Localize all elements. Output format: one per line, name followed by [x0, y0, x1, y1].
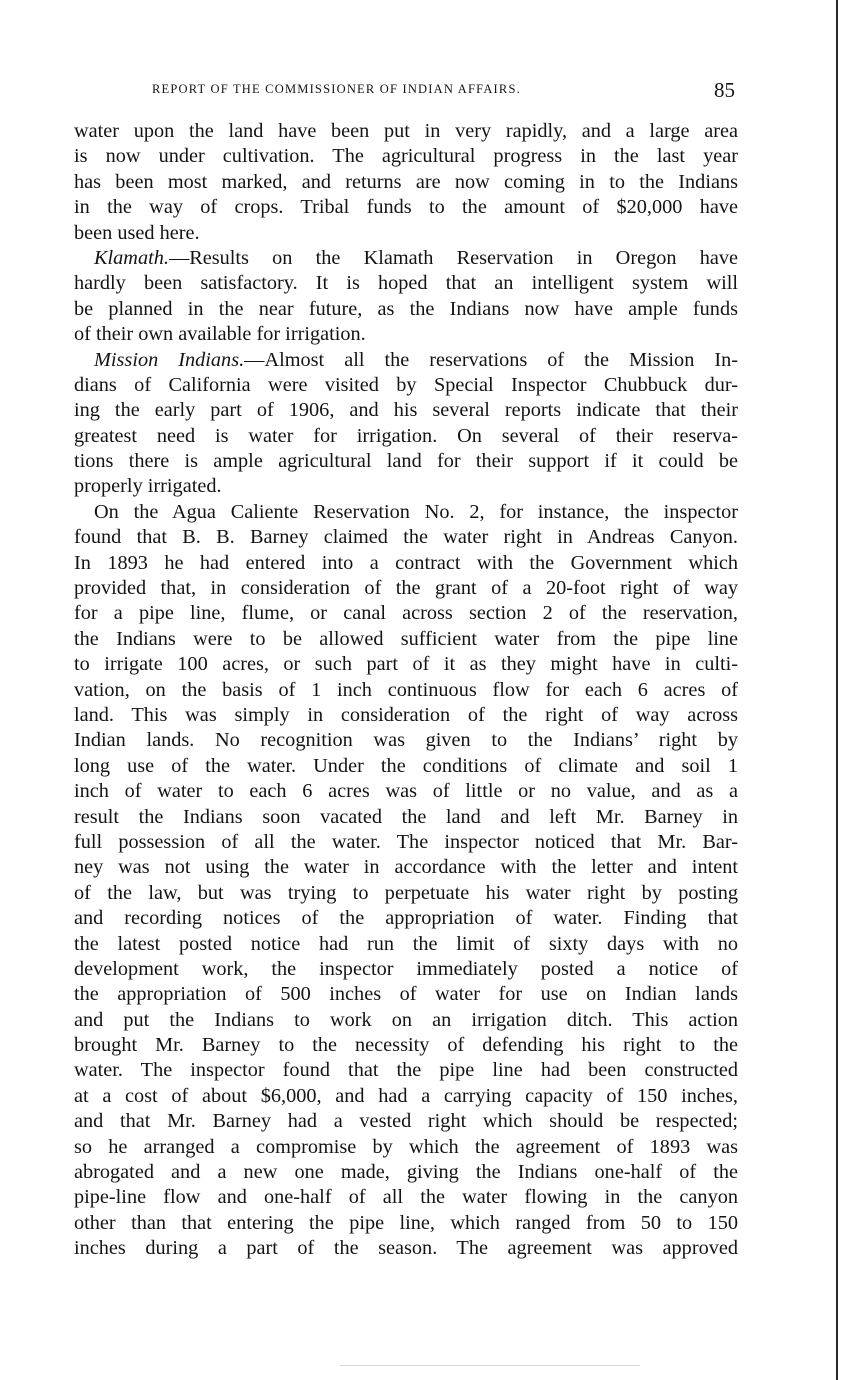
text-line: land. This was simply in consideration of the right of way across	[74, 703, 738, 726]
text-line: of their own available for irrigation.	[74, 323, 366, 346]
text-line: dians of California were visited by Special Inspector Chubbuck dur-	[74, 373, 738, 396]
text-line: inches during a part of the season. The agreement was approved	[74, 1237, 738, 1260]
text-line: vation, on the basis of 1 inch continuous flow for each 6 acres of	[74, 678, 738, 701]
running-head: REPORT OF THE COMMISSIONER OF INDIAN AFFAIRS.	[152, 82, 521, 96]
text-line: and that Mr. Barney had a vested right which should be respected;	[74, 1110, 738, 1133]
text-line: —Almost all the reservations of the Mission In-	[244, 348, 739, 371]
text-line: found that B. B. Barney claimed the water right in Andreas Canyon.	[74, 526, 738, 549]
text-line: ing the early part of 1906, and his several reports indicate that their	[74, 399, 738, 422]
text-line: provided that, in consideration of the grant of a 20-foot right of way	[74, 577, 738, 600]
text-line: so he arranged a compromise by which the agreement of 1893 was	[74, 1135, 738, 1158]
page-header	[152, 78, 737, 102]
text-line: pipe-line flow and one-half of all the water flowing in the canyon	[74, 1186, 738, 1209]
text-line: greatest need is water for irrigation. On several of their reserva-	[74, 424, 738, 447]
text-line: abrogated and a new one made, giving the Indians one-half of the	[74, 1161, 738, 1184]
text-line: inch of water to each 6 acres was of little or no value, and as a	[74, 780, 738, 803]
text-line: In 1893 he had entered into a contract with the Government which	[74, 551, 738, 574]
text-line: long use of the water. Under the conditions of climate and soil 1	[74, 754, 738, 777]
text-line: been used here.	[74, 221, 200, 244]
text-line: has been most marked, and returns are now coming in to the Indians	[74, 170, 738, 193]
text-line: the latest posted notice had run the limit of sixty days with no	[74, 932, 738, 955]
text-line: at a cost of about $6,000, and had a carrying capacity of 150 inches,	[74, 1084, 738, 1107]
page-number: 85	[714, 78, 735, 102]
text-line: water upon the land have been put in very rapidly, and a large area	[74, 120, 738, 142]
text-line: be planned in the near future, as the Indians now have ample funds	[74, 297, 738, 320]
text-line: brought Mr. Barney to the necessity of defending his right to the	[74, 1034, 738, 1057]
run-in-heading-mission-indians: Mission Indians.	[94, 348, 245, 371]
text-line: and put the Indians to work on an irrigation ditch. This action	[74, 1008, 738, 1031]
text-line: On the Agua Caliente Reservation No. 2, for instance, the inspector	[94, 500, 738, 523]
body-text	[74, 119, 738, 1262]
text-line: full possession of all the water. The inspector noticed that Mr. Bar-	[74, 830, 738, 853]
text-line: result the Indians soon vacated the land and left Mr. Barney in	[74, 805, 738, 828]
text-line: development work, the inspector immediately posted a notice of	[74, 957, 738, 980]
text-line: in the way of crops. Tribal funds to the amount of $20,000 have	[74, 196, 738, 219]
run-in-heading-klamath: Klamath.	[94, 246, 169, 269]
text-line: the Indians were to be allowed sufficient water from the pipe line	[74, 627, 738, 650]
paragraph-klamath	[74, 246, 738, 271]
page-edge	[836, 0, 838, 1380]
text-line: is now under cultivation. The agricultural progress in the last year	[74, 145, 738, 168]
text-line: water. The inspector found that the pipe line had been constructed	[74, 1059, 738, 1082]
text-line: of the law, but was trying to perpetuate his water right by posting	[74, 881, 738, 904]
text-line: properly irrigated.	[74, 475, 222, 498]
text-line: hardly been satisfactory. It is hoped that an intelligent system will	[74, 272, 738, 295]
text-line: tions there is ample agricultural land for their support if it could be	[74, 450, 738, 473]
text-line: the appropriation of 500 inches of water for use on Indian lands	[74, 983, 738, 1006]
text-line: —Results on the Klamath Reservation in Oregon have	[168, 246, 738, 269]
paragraph-mission-indians	[74, 348, 738, 373]
text-line: Indian lands. No recognition was given to the Indians’ right by	[74, 729, 738, 752]
text-line: other than that entering the pipe line, which ranged from 50 to 150	[74, 1211, 738, 1234]
text-line: ney was not using the water in accordance with the letter and intent	[74, 856, 738, 879]
page-bottom-rule	[340, 1365, 640, 1366]
text-line: for a pipe line, flume, or canal across section 2 of the reservation,	[74, 602, 738, 625]
text-line: and recording notices of the appropriation of water. Finding that	[74, 907, 738, 930]
text-line: to irrigate 100 acres, or such part of it as they might have in culti-	[74, 653, 738, 676]
